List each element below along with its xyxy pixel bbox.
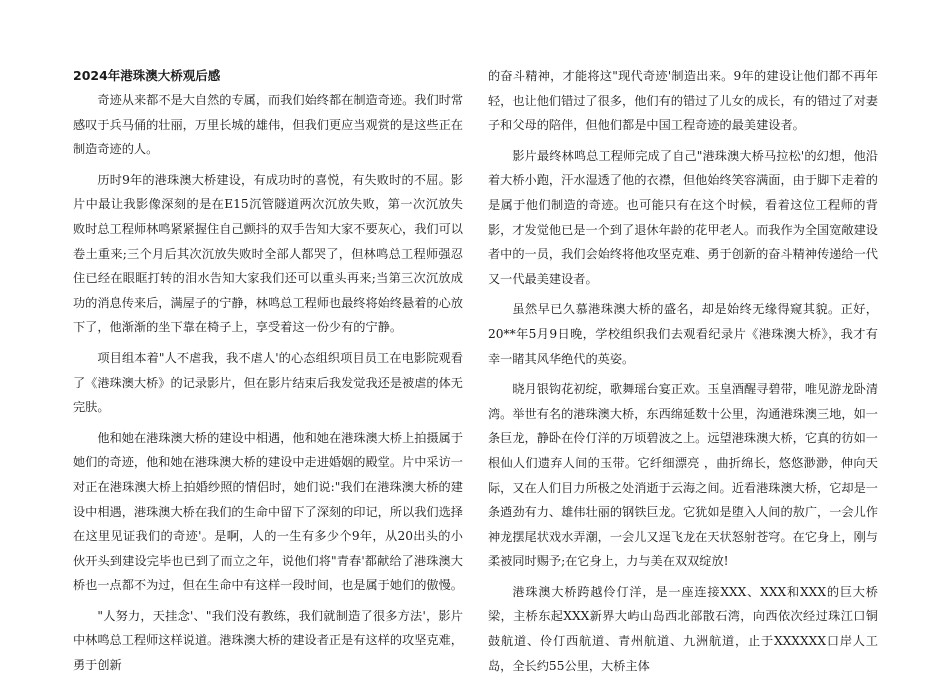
paragraph: 晓月银钩花初绽，歌舞瑶台宴正欢。玉皇酒醒寻碧带，唯见游龙卧清湾。举世有名的港珠澳大桥，东西绵延数十公里，沟通港珠澳三地，如一条巨龙，静卧在伶仃洋的万顷碧波之上。远望港珠澳大桥，它真的彷如一根仙人们遗弃人间的玉带。它纤细漂亮 ，曲折绵长，悠悠渺渺，伸向天际，又在人们目力所极之处消逝于云海之间。近看港珠澳大桥，它却是一条遒劲有力、雄伟壮丽的钢铁巨龙。它犹如是堕入人间的敖广，一会儿作神龙摆尾状戏水弄潮，一会儿又逞飞龙在天状怒射苍穹。在它身上，刚与柔被同时赐予;在它身上，力与美在双双绽放! [488,382,879,569]
paragraph: 虽然早已久慕港珠澳大桥的盛名，却是始终无缘得窥其貌。正好，20**年5月9日晚，学校组织我们去观看纪录片《港珠澳大桥》，我才有幸一睹其风华绝代的英姿。 [488,302,878,366]
paragraph: 历时9年的港珠澳大桥建设，有成功时的喜悦，有失败时的不屈。影片中最让我影像深刻的是在E15沉管隧道两次沉放失败，第一次沉放失败时总工程师林鸣紧紧握住自己颤抖的双手告知大家不要灰心，我们可以卷土重来;三个月后其次沉放失败时全部人都哭了，但林鸣总工程师强忍住已经在眼眶打转的泪水告知大家我们还可以重头再来;当第三次沉放成功的消息传来后，满屋子的宁静，林鸣总工程师也最终将始终悬着的心放下了，他渐渐的坐下靠在椅子上，享受着这一份少有的宁静。 [73,172,463,335]
paragraph: 他和她在港珠澳大桥的建设中相遇，他和她在港珠澳大桥上拍摄属于她们的奇迹，他和她在港珠澳大桥的建设中走进婚姻的殿堂。片中采访一对正在港珠澳大桥上拍婚纱照的情侣时，她们说:"我们在港珠澳大桥的建设中相遇，港珠澳大桥在我们的生命中留下了深刻的印记，所以我们选择在这里见证我们的奇迹'。是啊，人的一生有多少个9年，从20出头的小伙开头到建设完毕也已到了而立之年，说他们将"青春'都献给了港珠澳大桥也一点都不为过，但在生命中有这样一段时间，也是属于她们的傲慢。 [73,430,464,593]
paragraph-continuation: 的奋斗精神，才能将这"现代奇迹'制造出来。9年的建设让他们都不再年轻，也让他们错过了很多，他们有的错过了儿女的成长，有的错过了对妻子和父母的陪伴，但他们都是中国工程奇迹的最美建设者。 [488,69,878,133]
paragraph: 项目组本着"人不虐我，我不虐人'的心态组织项目员工在电影院观看了《港珠澳大桥》的记录影片，但在影片结束后我发觉我还是被虐的体无完肤。 [73,350,463,415]
paragraph: 影片最终林鸣总工程师完成了自己"港珠澳大桥马拉松'的幻想，他沿着大桥小跑，汗水湿透了他的衣襟，但他始终笑容满面，由于脚下走着的是属于他们制造的奇迹。也可能只有在这个时候，看着这位工程师的背影，才发觉他已是一个到了退休年龄的花甲老人。而我作为全国宽敞建设者中的一员，我们会始终将他攻坚克难、勇于创新的奋斗精神传递给一代又一代最美建设者。 [488,148,878,286]
right-column [488,64,878,684]
paragraph: 港珠澳大桥跨越伶仃洋，是一座连接XXX、XXX和XXX的巨大桥梁，主桥东起XXX新界大屿山岛西北部散石湾，向西依次经过珠江口铜鼓航道、伶仃西航道、青州航道、九洲航道，止于XXXXXX口岸人工岛，全长约55公里，大桥主体 [488,584,878,673]
left-column [73,64,463,684]
paragraph: "人努力，天挂念'、"我们没有教练，我们就制造了很多方法'，影片中林鸣总工程师这样说道。港珠澳大桥的建设者正是有这样的攻坚克难，勇于创新 [73,608,463,673]
document-title: 2024年港珠澳大桥观后感 [73,68,221,83]
paragraph: 奇迹从来都不是大自然的专属，而我们始终都在制造奇迹。我们时常感叹于兵马俑的壮丽，万里长城的雄伟，但我们更应当观赏的是这些正在制造奇迹的人。 [73,93,464,157]
